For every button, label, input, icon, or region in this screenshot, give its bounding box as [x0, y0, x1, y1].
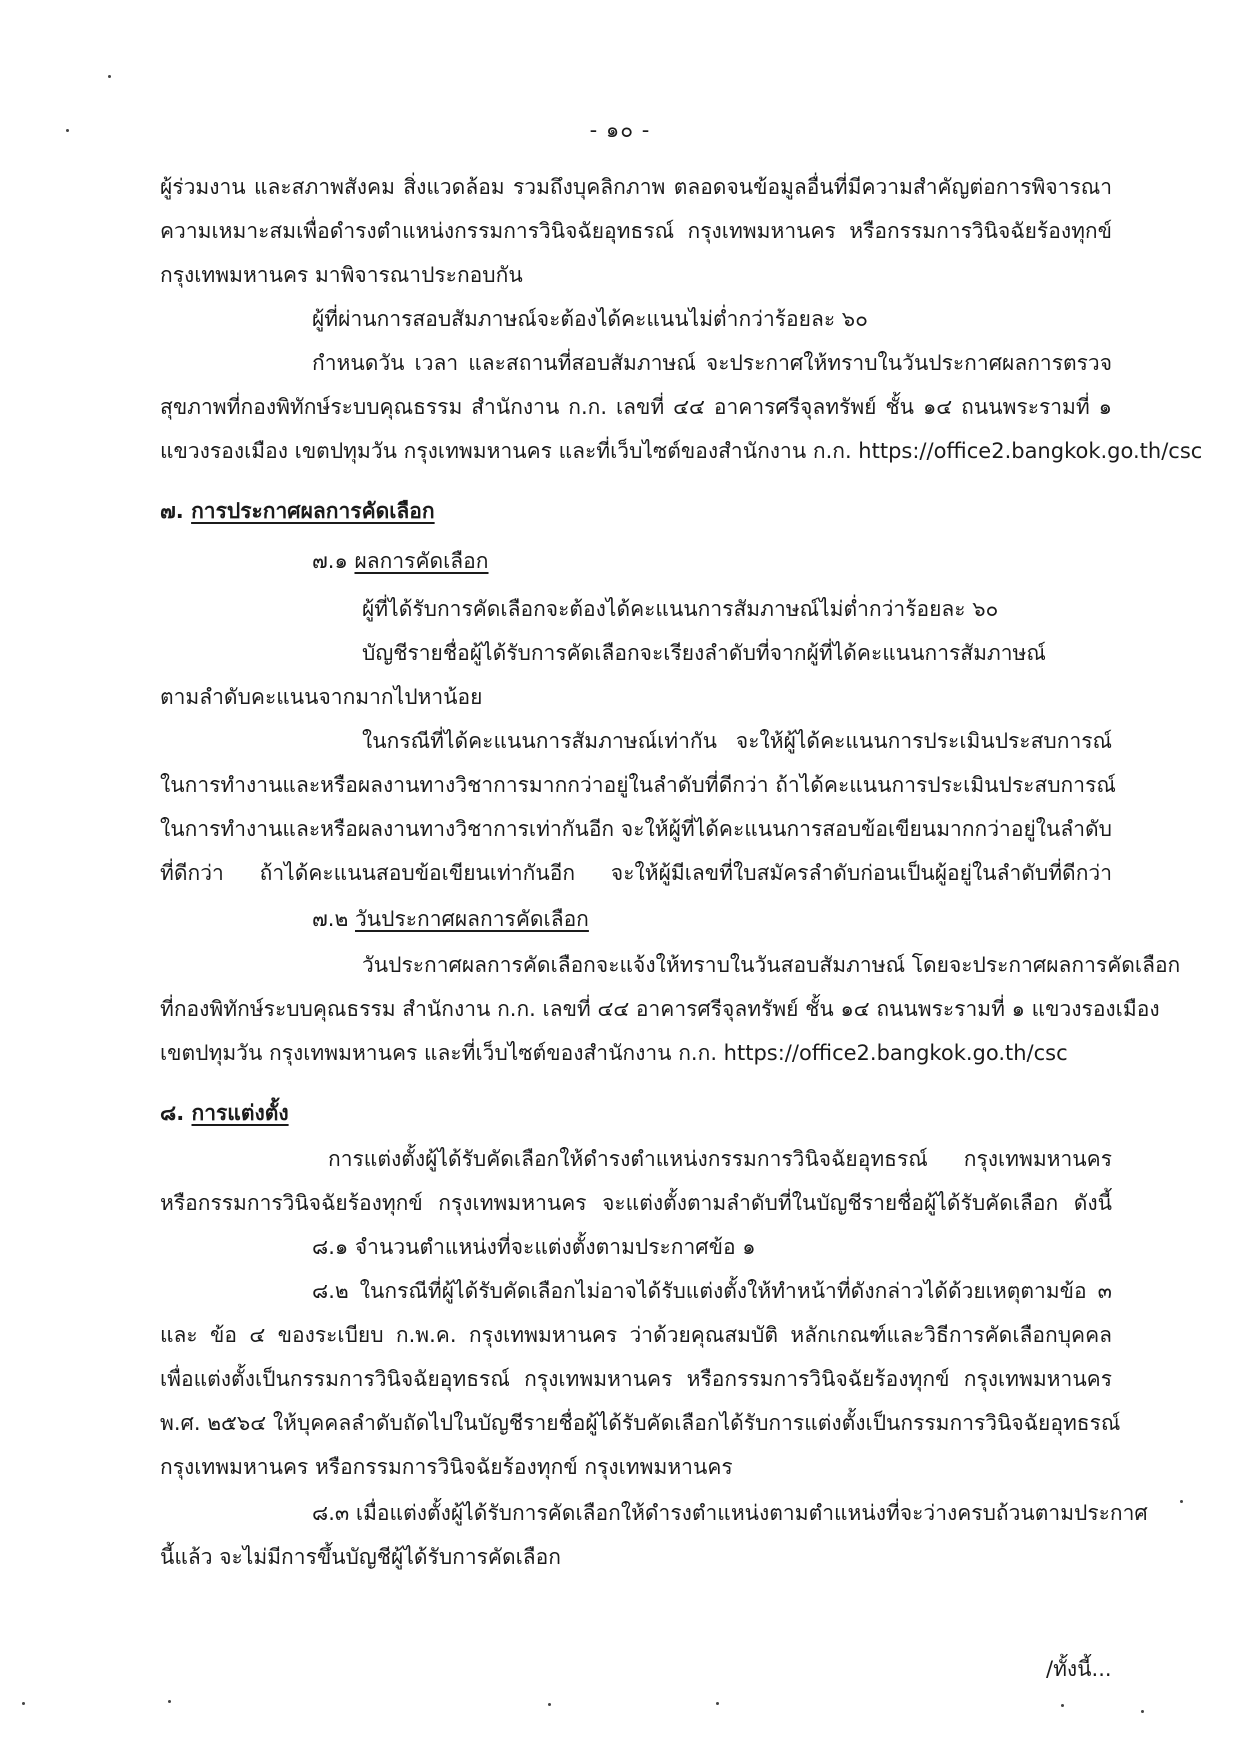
schedule-line-1: กำหนดวัน เวลา และสถานที่สอบสัมภาษณ์ จะประกาศให้ทราบในวันประกาศผลการตรวจ [312, 351, 1112, 375]
s82-line-3: เพื่อแต่งตั้งเป็นกรรมการวินิจฉัยอุทธรณ์ กรุงเทพมหานคร หรือกรรมการวินิจฉัยร้องทุกข์ กรุงเทพมหานคร [160, 1367, 1112, 1391]
s72-line-1: วันประกาศผลการคัดเลือกจะแจ้งให้ทราบในวันสอบสัมภาษณ์ โดยจะประกาศผลการคัดเลือก [362, 953, 1181, 977]
s71-para-3-line-4: ที่ดีกว่า ถ้าได้คะแนนสอบข้อเขียนเท่ากันอีก จะให้ผู้มีเลขที่ใบสมัครลำดับก่อนเป็นผู้อยู่ในลำดับที่ดีกว่า [160, 861, 1112, 885]
s8-para-1-line-2: หรือกรรมการวินิจฉัยร้องทุกข์ กรุงเทพมหานคร จะแต่งตั้งตามลำดับที่ในบัญชีรายชื่อผู้ได้รับคัดเลือก ดังนี้ [160, 1191, 1112, 1215]
schedule-line-3: แขวงรองเมือง เขตปทุมวัน กรุงเทพมหานคร และที่เว็บไซต์ของสำนักงาน ก.ก. https://office2.bangkok.go.th/csc [160, 439, 1203, 463]
s71-para-2-line-1: บัญชีรายชื่อผู้ได้รับการคัดเลือกจะเรียงลำดับที่จากผู้ที่ได้คะแนนการสัมภาษณ์ [362, 641, 1046, 665]
section-7-2-number: ๗.๒ [312, 907, 349, 931]
s83-line-1: ๘.๓ เมื่อแต่งตั้งผู้ได้รับการคัดเลือกให้ดำรงตำแหน่งตามตำแหน่งที่จะว่างครบถ้วนตามประกาศ [312, 1501, 1148, 1525]
s72-line-2: ที่กองพิทักษ์ระบบคุณธรรม สำนักงาน ก.ก. เลขที่ ๔๔ อาคารศรีจุลทรัพย์ ชั้น ๑๔ ถนนพระรามที่ ๑ แขวงรองเมือง [160, 997, 1160, 1021]
s82-line-2: และ ข้อ ๔ ของระเบียบ ก.พ.ค. กรุงเทพมหานคร ว่าด้วยคุณสมบัติ หลักเกณฑ์และวิธีการคัดเลือกบุคคล [160, 1323, 1112, 1347]
section-8-number: ๘. [160, 1101, 185, 1125]
scan-speck [168, 1700, 171, 1703]
s81-text: ๘.๑ จำนวนตำแหน่งที่จะแต่งตั้งตามประกาศข้อ ๑ [312, 1235, 756, 1259]
section-7-1-title: ผลการคัดเลือก [354, 549, 489, 573]
continuation-note: /ทั้งนี้... [1046, 1657, 1112, 1681]
scan-speck [22, 1702, 25, 1705]
intro-line-1: ผู้ร่วมงาน และสภาพสังคม สิ่งแวดล้อม รวมถึงบุคลิกภาพ ตลอดจนข้อมูลอื่นที่มีความสำคัญต่อการพิจารณา [160, 175, 1112, 199]
s71-para-3-line-1: ในกรณีที่ได้คะแนนการสัมภาษณ์เท่ากัน จะให้ผู้ได้คะแนนการประเมินประสบการณ์ [362, 729, 1112, 753]
section-7-1-heading [312, 546, 489, 576]
scan-speck [1141, 1710, 1144, 1713]
s71-para-2-line-2: ตามลำดับคะแนนจากมากไปหาน้อย [160, 685, 483, 709]
scan-speck [66, 129, 69, 132]
s82-line-1: ๘.๒ ในกรณีที่ผู้ได้รับคัดเลือกไม่อาจได้รับแต่งตั้งให้ทำหน้าที่ดังกล่าวได้ด้วยเหตุตามข้อ ๓ [312, 1279, 1112, 1303]
s72-line-3: เขตปทุมวัน กรุงเทพมหานคร และที่เว็บไซต์ของสำนักงาน ก.ก. https://office2.bangkok.go.th/csc [160, 1041, 1068, 1065]
scan-speck [548, 1703, 551, 1706]
s71-para-3-line-2: ในการทำงานและหรือผลงานทางวิชาการมากกว่าอยู่ในลำดับที่ดีกว่า ถ้าได้คะแนนการประเมินประสบการณ์ [160, 773, 1116, 797]
s71-para-3-line-3: ในการทำงานและหรือผลงานทางวิชาการเท่ากันอีก จะให้ผู้ที่ได้คะแนนการสอบข้อเขียนมากกว่าอยู่ในลำดับ [160, 817, 1112, 841]
section-8-heading [160, 1098, 289, 1128]
section-7-title: การประกาศผลการคัดเลือก [191, 499, 435, 523]
s82-line-4: พ.ศ. ๒๕๖๔ ให้บุคคลลำดับถัดไปในบัญชีรายชื่อผู้ได้รับคัดเลือกได้รับการแต่งตั้งเป็นกรรมการวินิจฉัยอุทธรณ์ [160, 1411, 1121, 1435]
pass-score-text: ผู้ที่ผ่านการสอบสัมภาษณ์จะต้องได้คะแนนไม่ต่ำกว่าร้อยละ ๖๐ [312, 307, 868, 331]
scan-speck [108, 75, 111, 78]
scan-speck [716, 1702, 719, 1705]
s82-line-5: กรุงเทพมหานคร หรือกรรมการวินิจฉัยร้องทุกข์ กรุงเทพมหานคร [160, 1455, 733, 1479]
section-8-title: การแต่งตั้ง [191, 1101, 289, 1125]
scan-speck [1061, 1704, 1064, 1707]
section-7-2-heading [312, 904, 589, 934]
section-7-2-title: วันประกาศผลการคัดเลือก [355, 907, 589, 931]
schedule-line-2: สุขภาพที่กองพิทักษ์ระบบคุณธรรม สำนักงาน ก.ก. เลขที่ ๔๔ อาคารศรีจุลทรัพย์ ชั้น ๑๔ ถนนพระรามที่ ๑ [160, 395, 1112, 419]
s71-para-1: ผู้ที่ได้รับการคัดเลือกจะต้องได้คะแนนการสัมภาษณ์ไม่ต่ำกว่าร้อยละ ๖๐ [362, 597, 999, 621]
intro-line-2: ความเหมาะสมเพื่อดำรงตำแหน่งกรรมการวินิจฉัยอุทธรณ์ กรุงเทพมหานคร หรือกรรมการวินิจฉัยร้องทุกข์ [160, 219, 1112, 243]
section-7-number: ๗. [160, 499, 184, 523]
section-7-1-number: ๗.๑ [312, 549, 348, 573]
s8-para-1-line-1: การแต่งตั้งผู้ได้รับคัดเลือกให้ดำรงตำแหน่งกรรมการวินิจฉัยอุทธรณ์ กรุงเทพมหานคร [328, 1147, 1112, 1171]
section-7-heading [160, 496, 435, 526]
page-number: - ๑๐ - [589, 118, 651, 142]
s83-line-2: นี้แล้ว จะไม่มีการขึ้นบัญชีผู้ได้รับการคัดเลือก [160, 1545, 561, 1569]
scan-speck [1180, 1500, 1183, 1503]
intro-line-3: กรุงเทพมหานคร มาพิจารณาประกอบกัน [160, 263, 523, 287]
